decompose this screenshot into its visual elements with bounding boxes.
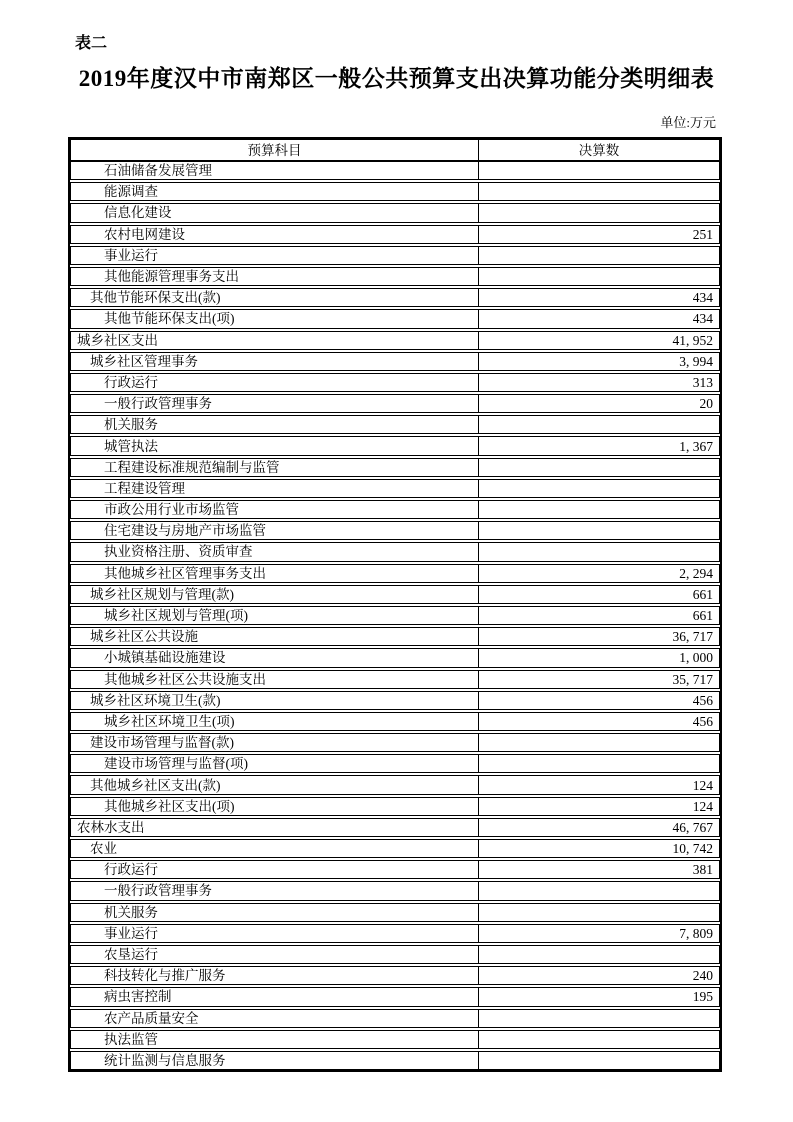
table-row xyxy=(70,733,720,752)
table-row xyxy=(70,373,720,392)
budget-subject-cell: 住宅建设与房地产市场监管 xyxy=(71,522,479,539)
final-amount-cell: 434 xyxy=(692,311,713,327)
final-amount-cell xyxy=(479,268,719,285)
table-row xyxy=(70,288,720,307)
final-amount-cell: 661 xyxy=(692,586,713,602)
table-row xyxy=(70,797,720,816)
budget-subject-cell: 城乡社区环境卫生(项) xyxy=(71,713,479,730)
final-amount-cell: 124 xyxy=(692,798,713,814)
budget-subject-cell: 事业运行 xyxy=(71,925,479,942)
table-row xyxy=(70,818,720,837)
table-row xyxy=(70,712,720,731)
table-row xyxy=(70,860,720,879)
final-amount-cell: 251 xyxy=(692,226,713,242)
budget-subject-cell: 能源调查 xyxy=(71,183,479,200)
column-header-budget-subject: 预算科目 xyxy=(71,140,479,160)
table-row xyxy=(70,606,720,625)
final-amount-cell: 124 xyxy=(692,777,713,793)
table-row xyxy=(70,691,720,710)
table-row xyxy=(70,670,720,689)
budget-subject-cell: 科技转化与推广服务 xyxy=(71,967,479,984)
budget-subject-cell: 其他城乡社区公共设施支出 xyxy=(71,671,479,688)
budget-subject-cell: 执法监管 xyxy=(71,1031,479,1048)
final-amount-cell xyxy=(479,734,719,751)
table-row xyxy=(70,585,720,604)
table-row xyxy=(70,394,720,413)
table-row xyxy=(70,182,720,201)
table-row xyxy=(70,331,720,350)
budget-subject-cell: 其他城乡社区支出(款) xyxy=(71,776,479,793)
final-amount-cell: 661 xyxy=(692,608,713,624)
budget-subject-cell: 农林水支出 xyxy=(71,819,479,836)
table-row xyxy=(70,352,720,371)
final-amount-cell xyxy=(479,501,719,518)
budget-subject-cell: 病虫害控制 xyxy=(71,988,479,1005)
budget-subject-cell: 农业 xyxy=(71,840,479,857)
budget-subject-cell: 城乡社区规划与管理(项) xyxy=(71,607,479,624)
budget-subject-cell: 农村电网建设 xyxy=(71,226,479,243)
budget-subject-cell: 建设市场管理与监督(项) xyxy=(71,755,479,772)
budget-subject-cell: 信息化建设 xyxy=(71,204,479,221)
table-row xyxy=(70,881,720,900)
budget-subject-cell: 工程建设管理 xyxy=(71,480,479,497)
budget-subject-cell: 执业资格注册、资质审查 xyxy=(71,543,479,560)
table-row xyxy=(70,1009,720,1028)
budget-subject-cell: 市政公用行业市场监管 xyxy=(71,501,479,518)
final-amount-cell: 381 xyxy=(692,862,713,878)
table-row xyxy=(70,161,720,180)
table-row xyxy=(70,648,720,667)
budget-subject-cell: 城管执法 xyxy=(71,437,479,454)
budget-subject-cell: 农产品质量安全 xyxy=(71,1010,479,1027)
budget-subject-cell: 一般行政管理事务 xyxy=(71,882,479,899)
final-amount-cell xyxy=(479,946,719,963)
final-amount-cell: 456 xyxy=(692,713,713,729)
budget-table xyxy=(68,137,722,1072)
unit-note: 单位:万元 xyxy=(660,115,716,130)
final-amount-cell xyxy=(479,204,719,221)
table-row xyxy=(70,479,720,498)
budget-subject-cell: 其他节能环保支出(款) xyxy=(71,289,479,306)
final-amount-cell: 36, 717 xyxy=(672,629,713,645)
final-amount-cell xyxy=(479,755,719,772)
table-row xyxy=(70,225,720,244)
table-row xyxy=(70,521,720,540)
budget-subject-cell: 小城镇基础设施建设 xyxy=(71,649,479,666)
budget-subject-cell: 其他城乡社区支出(项) xyxy=(71,798,479,815)
budget-subject-cell: 其他节能环保支出(项) xyxy=(71,310,479,327)
table-row xyxy=(70,246,720,265)
table-row xyxy=(70,1051,720,1070)
table-row xyxy=(70,500,720,519)
table-row xyxy=(70,966,720,985)
table-row xyxy=(70,267,720,286)
final-amount-cell xyxy=(479,522,719,539)
final-amount-cell: 2, 294 xyxy=(679,565,713,581)
table-row xyxy=(70,415,720,434)
table-row xyxy=(70,839,720,858)
final-amount-cell: 20 xyxy=(699,396,713,412)
final-amount-cell xyxy=(479,480,719,497)
budget-subject-cell: 一般行政管理事务 xyxy=(71,395,479,412)
budget-subject-cell: 城乡社区规划与管理(款) xyxy=(71,586,479,603)
table-row xyxy=(70,309,720,328)
budget-subject-cell: 事业运行 xyxy=(71,247,479,264)
table-row xyxy=(70,542,720,561)
final-amount-cell: 456 xyxy=(692,692,713,708)
table-row xyxy=(70,924,720,943)
final-amount-cell: 46, 767 xyxy=(672,819,713,835)
final-amount-cell: 3, 994 xyxy=(679,353,713,369)
budget-subject-cell: 行政运行 xyxy=(71,374,479,391)
budget-subject-cell: 农垦运行 xyxy=(71,946,479,963)
final-amount-cell xyxy=(479,1052,719,1069)
budget-subject-cell: 城乡社区管理事务 xyxy=(71,353,479,370)
final-amount-cell xyxy=(479,1031,719,1048)
final-amount-cell xyxy=(479,904,719,921)
final-amount-cell: 10, 742 xyxy=(672,841,713,857)
final-amount-cell xyxy=(479,1010,719,1027)
final-amount-cell: 313 xyxy=(692,374,713,390)
table-row xyxy=(70,775,720,794)
table-row xyxy=(70,903,720,922)
final-amount-cell xyxy=(479,882,719,899)
budget-subject-cell: 其他城乡社区管理事务支出 xyxy=(71,565,479,582)
final-amount-cell xyxy=(479,162,719,179)
final-amount-cell xyxy=(479,183,719,200)
budget-subject-cell: 机关服务 xyxy=(71,416,479,433)
table-header-row xyxy=(70,139,720,161)
budget-subject-cell: 工程建设标准规范编制与监管 xyxy=(71,459,479,476)
table-row xyxy=(70,987,720,1006)
budget-subject-cell: 城乡社区支出 xyxy=(71,332,479,349)
budget-subject-cell: 城乡社区环境卫生(款) xyxy=(71,692,479,709)
final-amount-cell: 240 xyxy=(692,968,713,984)
table-row xyxy=(70,945,720,964)
budget-subject-cell: 行政运行 xyxy=(71,861,479,878)
table-row xyxy=(70,627,720,646)
budget-subject-cell: 城乡社区公共设施 xyxy=(71,628,479,645)
budget-subject-cell: 建设市场管理与监督(款) xyxy=(71,734,479,751)
final-amount-cell xyxy=(479,416,719,433)
table-row xyxy=(70,203,720,222)
final-amount-cell: 434 xyxy=(692,290,713,306)
final-amount-cell: 41, 952 xyxy=(672,332,713,348)
column-header-final-amount: 决算数 xyxy=(578,142,620,158)
final-amount-cell: 195 xyxy=(692,989,713,1005)
table-row xyxy=(70,754,720,773)
table-rows xyxy=(70,161,720,1070)
budget-subject-cell: 其他能源管理事务支出 xyxy=(71,268,479,285)
table-number-label: 表二 xyxy=(75,35,108,52)
budget-subject-cell: 石油储备发展管理 xyxy=(71,162,479,179)
final-amount-cell xyxy=(479,459,719,476)
budget-subject-cell: 机关服务 xyxy=(71,904,479,921)
budget-subject-cell: 统计监测与信息服务 xyxy=(71,1052,479,1069)
final-amount-cell xyxy=(479,543,719,560)
table-row xyxy=(70,1030,720,1049)
table-row xyxy=(70,458,720,477)
page-title: 2019年度汉中市南郑区一般公共预算支出决算功能分类明细表 xyxy=(78,66,715,91)
final-amount-cell: 7, 809 xyxy=(679,925,713,941)
table-row xyxy=(70,564,720,583)
final-amount-cell xyxy=(479,247,719,264)
final-amount-cell: 1, 000 xyxy=(679,650,713,666)
final-amount-cell: 1, 367 xyxy=(679,438,713,454)
final-amount-cell: 35, 717 xyxy=(672,671,713,687)
table-row xyxy=(70,436,720,455)
